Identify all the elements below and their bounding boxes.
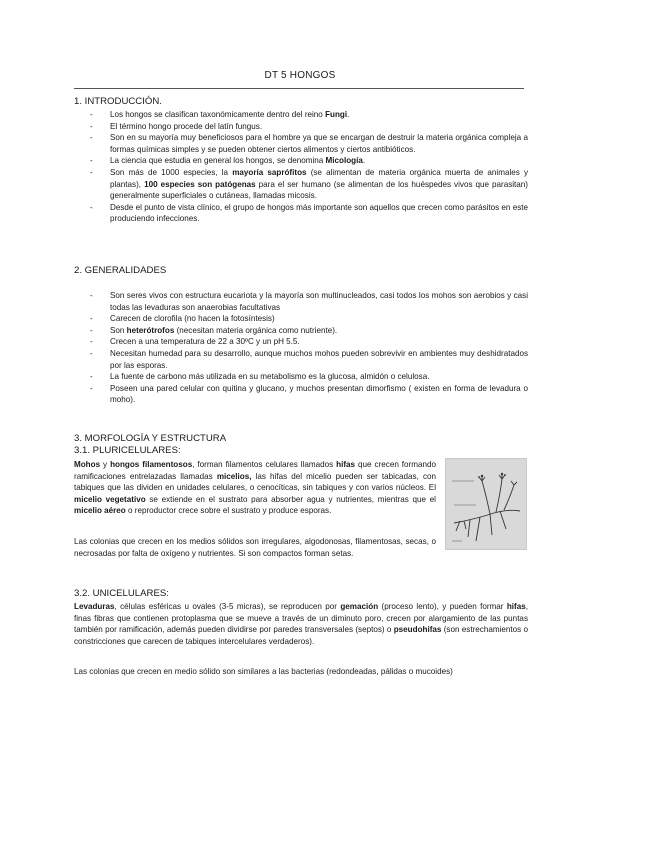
pluricelulares-colonias-paragraph: Las colonias que crecen en los medios sólidos son irregulares, algodonosas, filamentosas, secas, o necrosadas por falta de oxígeno y nutrientes. Si son compactos forman setas. xyxy=(74,537,436,558)
list-item: - Carecen de clorofila (no hacen la fotosíntesis) xyxy=(90,313,528,325)
list-item: - Son heterótrofos (necesitan materia orgánica como nutriente). xyxy=(90,325,528,337)
list-item: - Necesitan humedad para su desarrollo, aunque muchos mohos pueden sobrevivir en ambientes muy deshidratados por las esporas. xyxy=(90,348,528,371)
unicelulares-colonias-paragraph: Las colonias que crecen en medio sólido son similares a las bacterias (redondeadas, pálidas o mucoides) xyxy=(74,667,453,676)
title-divider xyxy=(74,88,524,89)
intro-list xyxy=(90,109,528,225)
generalidades-list xyxy=(90,290,528,406)
list-item: - El término hongo procede del latín fungus. xyxy=(90,121,528,133)
document-title: DT 5 HONGOS xyxy=(264,70,336,81)
list-item: - Son seres vivos con estructura eucariota y la mayoría son multinucleados, casi todos los mohos son aerobios y casi todas las levaduras son anaerobias facultativas xyxy=(90,290,528,313)
mycelium-sketch xyxy=(446,459,526,549)
unicelulares-heading: 3.2. UNICELULARES: xyxy=(74,588,169,599)
list-item: - La fuente de carbono más utilizada en su metabolismo es la glucosa, almidón o celulosa. xyxy=(90,371,528,383)
list-item: - Desde el punto de vista clínico, el grupo de hongos más importante son aquellos que crecen como parásitos en este produciendo infecciones. xyxy=(90,202,528,225)
generalidades-heading: 2. GENERALIDADES xyxy=(74,265,167,276)
list-item: - La ciencia que estudia en general los hongos, se denomina Micología. xyxy=(90,155,528,167)
list-item: - Son más de 1000 especies, la mayoría saprófitos (se alimentan de materia orgánica muerta de animales y plantas), 100 especies son patógenas para el ser humano (se alimentan de los huéspedes vivos que parasitan) generalmente superficiales o cutáneas, llamadas micosis. xyxy=(90,167,528,202)
list-item: - Son en su mayoría muy beneficiosos para el hombre ya que se encargan de destruir la materia orgánica compleja a formas químicas simples y se pueden obtener ciertos alimentos y ciertos antibióticos. xyxy=(90,132,528,155)
morfologia-heading: 3. MORFOLOGÍA Y ESTRUCTURA xyxy=(74,433,227,444)
pluricelulares-paragraph: Mohos y hongos filamentosos, forman filamentos celulares llamados hifas que crecen formando ramificaciones entrelazadas llamadas micelios, las hifas del micelio pueden ser tabicadas, con tabiques que las dividen en unidades celulares, o cenocíticas, sin tabiques y con varios núcleos. El micelio vegetativo se extiende en el sustrato para absorber agua y nutrientes, mientras que el micelio aéreo o reproductor crece sobre el sustrato y produce esporas. xyxy=(74,460,436,516)
mycelium-diagram-image xyxy=(445,458,527,550)
unicelulares-paragraph: Levaduras, células esféricas u ovales (3-5 micras), se reproducen por gemación (proceso lento), y pueden formar hifas, finas fibras que contienen protoplasma que se mueve a través de un diminuto poro, crecen por alargamiento de las puntas también por ramificación, además pueden dividirse por paredes transversales (septos) o pseudohifas (son estrechamientos o constricciones que carecen de tabiques intercelulares verdaderos). xyxy=(74,602,528,646)
list-item: - Crecen a una temperatura de 22 a 30ºC y un pH 5.5. xyxy=(90,336,528,348)
pluricelulares-heading: 3.1. PLURICELULARES: xyxy=(74,445,181,456)
list-item: - Los hongos se clasifican taxonómicamente dentro del reino Fungi. xyxy=(90,109,528,121)
list-item: - Poseen una pared celular con quitina y glucano, y muchos presentan dimorfismo ( existen en forma de levadura o moho). xyxy=(90,383,528,406)
intro-heading: 1. INTRODUCCIÓN. xyxy=(74,96,162,107)
